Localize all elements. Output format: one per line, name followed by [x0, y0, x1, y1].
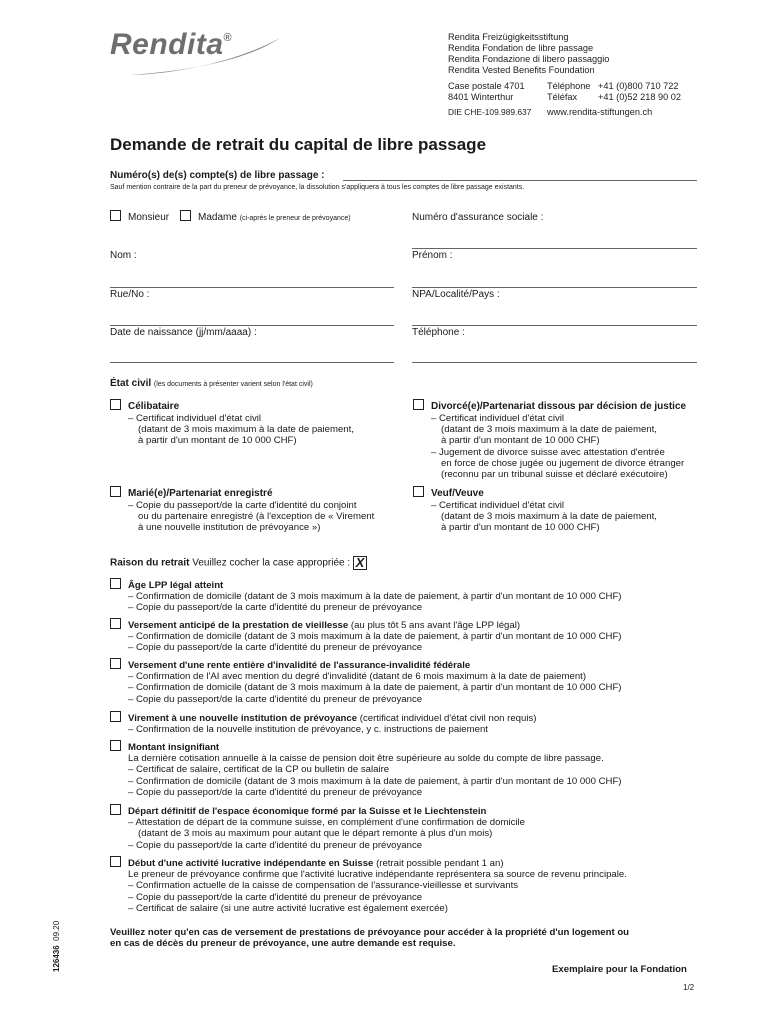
reason-checkbox-virement[interactable]	[110, 711, 121, 722]
reason-checkbox-depart[interactable]	[110, 804, 121, 815]
postal-address	[448, 81, 525, 103]
reason-title: Début d'une activité lucrative indépendante en Suisse	[128, 858, 374, 869]
raison-instruction: Veuillez cocher la case appropriée :	[192, 557, 351, 569]
prenom-label: Prénom :	[412, 250, 453, 261]
avs-input[interactable]	[412, 248, 697, 249]
detail-line: – Certificat de salaire, certificat de la CP ou bulletin de salaire	[128, 764, 390, 776]
logo-text: Rendita	[110, 28, 224, 61]
form-date: 09.20	[52, 920, 61, 941]
raison-heading	[110, 556, 367, 570]
rue-input[interactable]	[110, 325, 394, 326]
logo-registered-mark: ®	[223, 32, 233, 44]
reason-title: Montant insignifiant	[128, 742, 220, 753]
contact-labels	[547, 81, 590, 103]
divorce-title: Divorcé(e)/Partenariat dissous par décision de justice	[431, 401, 687, 412]
accounts-label: Numéro(s) de(s) compte(s) de libre passage :	[110, 170, 325, 181]
detail-line: – Certificat individuel d'état civil	[431, 413, 565, 424]
detail-line: Le preneur de prévoyance confirme que l'activité lucrative indépendante représentera sa source de revenu principale.	[128, 869, 627, 881]
reason-title: Virement à une nouvelle institution de prévoyance	[128, 713, 358, 724]
reason-title: Versement d'une rente entière d'invalidité de l'assurance-invalidité fédérale	[128, 660, 471, 671]
reason-extra: (au plus tôt 5 ans avant l'âge LPP légal)	[350, 620, 521, 631]
detail-line: (datant de 3 mois maximum à la date de paiement,	[441, 511, 657, 523]
detail-line: La dernière cotisation annuelle à la caisse de pension doit être supérieure au solde du compte de libre passage.	[128, 753, 604, 765]
detail-line: – Copie du passeport/de la carte d'identité du preneur de prévoyance	[128, 602, 423, 614]
accounts-input[interactable]	[343, 180, 697, 181]
detail-line: (reconnu par un tribunal suisse et déclaré exécutoire)	[441, 469, 668, 481]
detail-line: – Confirmation de domicile (datant de 3 mois maximum à la date de paiement, à partir d'un montant de 10 000 CHF)	[128, 682, 622, 694]
reason-depart	[128, 806, 525, 851]
naissance-label: Date de naissance (jj/mm/aaaa) :	[110, 327, 257, 338]
veuf-checkbox[interactable]	[413, 486, 424, 497]
logo-swoosh-icon	[110, 30, 285, 80]
detail-line: – Confirmation actuelle de la caisse de compensation de l'assurance-vieillesse et survivants	[128, 880, 519, 892]
npa-label: NPA/Localité/Pays :	[412, 289, 500, 300]
fax-label: Téléfax	[547, 92, 578, 102]
fax-number: +41 (0)52 218 90 02	[598, 92, 682, 102]
detail-line: – Certificat de salaire (si une autre activité lucrative est également exercée)	[128, 902, 448, 914]
telephone-label: Téléphone :	[412, 327, 465, 338]
reason-checkbox-age[interactable]	[110, 578, 121, 589]
reason-extra: (retrait possible pendant 1 an)	[376, 858, 504, 869]
address-line: Rendita Fondation de libre passage	[448, 43, 594, 53]
madame-note: (ci-après le preneur de prévoyance)	[239, 215, 351, 222]
celibataire-checkbox[interactable]	[110, 399, 121, 410]
address-line: Rendita Vested Benefits Foundation	[448, 65, 595, 75]
page-number: 1/2	[683, 983, 695, 992]
reason-checkbox-insignifiant[interactable]	[110, 740, 121, 751]
monsieur-checkbox[interactable]	[110, 210, 121, 221]
celibataire-title: Célibataire	[128, 401, 180, 412]
case-postale: Case postale 4701	[448, 81, 525, 91]
detail-line: (datant de 3 mois maximum à la date de paiement,	[138, 424, 354, 436]
detail-line: – Certificat individuel d'état civil	[128, 413, 262, 424]
detail-line: – Copie du passeport/de la carte d'identité du preneur de prévoyance	[128, 891, 423, 903]
exemplaire-label: Exemplaire pour la Fondation	[552, 964, 687, 975]
city: 8401 Winterthur	[448, 92, 514, 102]
reason-title: Départ définitif de l'espace économique formé par la Suisse et le Liechtenstein	[128, 806, 487, 817]
detail-line: – Confirmation de la nouvelle institution de prévoyance, y c. instructions de paiement	[128, 724, 488, 736]
reason-independante	[128, 858, 627, 914]
detail-line: – Certificat individuel d'état civil	[431, 500, 565, 511]
marie-details	[128, 500, 374, 534]
veuf-details	[431, 500, 657, 534]
madame-checkbox[interactable]	[180, 210, 191, 221]
rue-label: Rue/No :	[110, 289, 150, 300]
etat-civil-title: État civil	[110, 378, 152, 389]
tel-number: +41 (0)800 710 722	[598, 81, 679, 91]
detail-line: à une nouvelle institution de prévoyance »)	[138, 522, 321, 534]
divorce-details	[431, 413, 684, 480]
veuf-title: Veuf/Veuve	[431, 488, 484, 499]
reason-title: Versement anticipé de la prestation de vieillesse	[128, 620, 349, 631]
monsieur-label: Monsieur	[128, 212, 170, 223]
detail-line: – Copie du passeport/de la carte d'identité du preneur de prévoyance	[128, 786, 423, 798]
npa-input[interactable]	[412, 325, 697, 326]
telephone-input[interactable]	[412, 362, 697, 363]
etat-civil-heading	[110, 378, 313, 389]
detail-line: – Confirmation de l'AI avec mention du degré d'invalidité (datant de 6 mois maximum à la date de paiement)	[128, 671, 587, 683]
etat-civil-note: (les documents à présenter varient selon l'état civil)	[153, 381, 313, 388]
accounts-note: Sauf mention contraire de la part du preneur de prévoyance, la dissolution s'appliquera à tous les comptes de libre passage existants.	[110, 184, 525, 191]
website-link[interactable]: www.rendita-stiftungen.ch	[547, 107, 653, 117]
celibataire-details	[128, 413, 354, 447]
marie-checkbox[interactable]	[110, 486, 121, 497]
detail-line: – Confirmation de domicile (datant de 3 mois maximum à la date de paiement, à partir d'un montant de 10 000 CHF)	[128, 631, 622, 643]
form-code	[52, 921, 61, 972]
reason-checkbox-invalidite[interactable]	[110, 658, 121, 669]
notice-line: Veuillez noter qu'en cas de versement de prestations de prévoyance pour accéder à la propriété d'un logement ou	[110, 927, 630, 938]
detail-line: – Copie du passeport/de la carte d'identité du preneur de prévoyance	[128, 642, 423, 654]
address-line: Rendita Fondazione di libero passaggio	[448, 54, 610, 64]
detail-line: à partir d'un montant de 10 000 CHF)	[138, 435, 297, 447]
madame-text: Madame	[198, 212, 237, 223]
reason-checkbox-independante[interactable]	[110, 856, 121, 867]
reason-extra: (certificat individuel d'état civil non requis)	[359, 713, 537, 724]
nom-label: Nom :	[110, 250, 137, 261]
page-title: Demande de retrait du capital de libre passage	[110, 135, 487, 154]
reason-age	[128, 580, 622, 614]
form-code-number: 126436	[52, 945, 61, 972]
reason-virement	[128, 713, 536, 735]
divorce-checkbox[interactable]	[413, 399, 424, 410]
marie-title: Marié(e)/Partenariat enregistré	[128, 488, 273, 499]
naissance-input[interactable]	[110, 362, 394, 363]
nom-input[interactable]	[110, 287, 394, 288]
x-mark-icon: X	[353, 556, 367, 570]
detail-line: – Confirmation de domicile (datant de 3 mois maximum à la date de paiement, à partir d'un montant de 10 000 CHF)	[128, 775, 622, 787]
foundation-names	[448, 32, 609, 76]
madame-label	[198, 212, 351, 223]
detail-line: ou du partenaire enregistré (à l'exception de « Virement	[138, 511, 375, 523]
detail-line: en force de chose jugée ou jugement de divorce étranger	[441, 457, 685, 469]
detail-line: à partir d'un montant de 10 000 CHF)	[441, 435, 600, 447]
prenom-input[interactable]	[412, 287, 697, 288]
contact-numbers	[598, 81, 681, 103]
detail-line: (datant de 3 mois maximum à la date de paiement,	[441, 424, 657, 436]
detail-line: – Attestation de départ de la commune suisse, en complément d'une confirmation de domicile	[128, 817, 525, 829]
reason-title: Âge LPP légal atteint	[128, 580, 224, 591]
reason-invalidite	[128, 660, 622, 705]
tel-label: Téléphone	[547, 81, 591, 91]
detail-line: – Copie du passeport/de la carte d'identité du conjoint	[128, 500, 357, 511]
detail-line: – Copie du passeport/de la carte d'identité du preneur de prévoyance	[128, 693, 423, 705]
reason-anticipe	[128, 620, 622, 654]
detail-line: – Confirmation de domicile (datant de 3 mois maximum à la date de paiement, à partir d'un montant de 10 000 CHF)	[128, 591, 622, 603]
reason-checkbox-anticipe[interactable]	[110, 618, 121, 629]
ide-number: DIE CHE-109.989.637	[448, 107, 532, 117]
avs-label: Numéro d'assurance sociale :	[412, 212, 544, 223]
raison-title: Raison du retrait	[110, 557, 190, 569]
reason-insignifiant	[128, 742, 622, 798]
notice	[110, 927, 629, 949]
address-line: Rendita Freizügigkeitsstiftung	[448, 32, 569, 42]
detail-line: – Copie du passeport/de la carte d'identité du preneur de prévoyance	[128, 839, 423, 851]
detail-line: à partir d'un montant de 10 000 CHF)	[441, 522, 600, 534]
notice-line: en cas de décès du preneur de prévoyance, une autre demande est requise.	[110, 938, 456, 950]
detail-line: – Jugement de divorce suisse avec attestation d'entrée	[431, 446, 665, 458]
detail-line: (datant de 3 mois au maximum pour autant que le départ remonte à plus d'un mois)	[138, 828, 493, 840]
